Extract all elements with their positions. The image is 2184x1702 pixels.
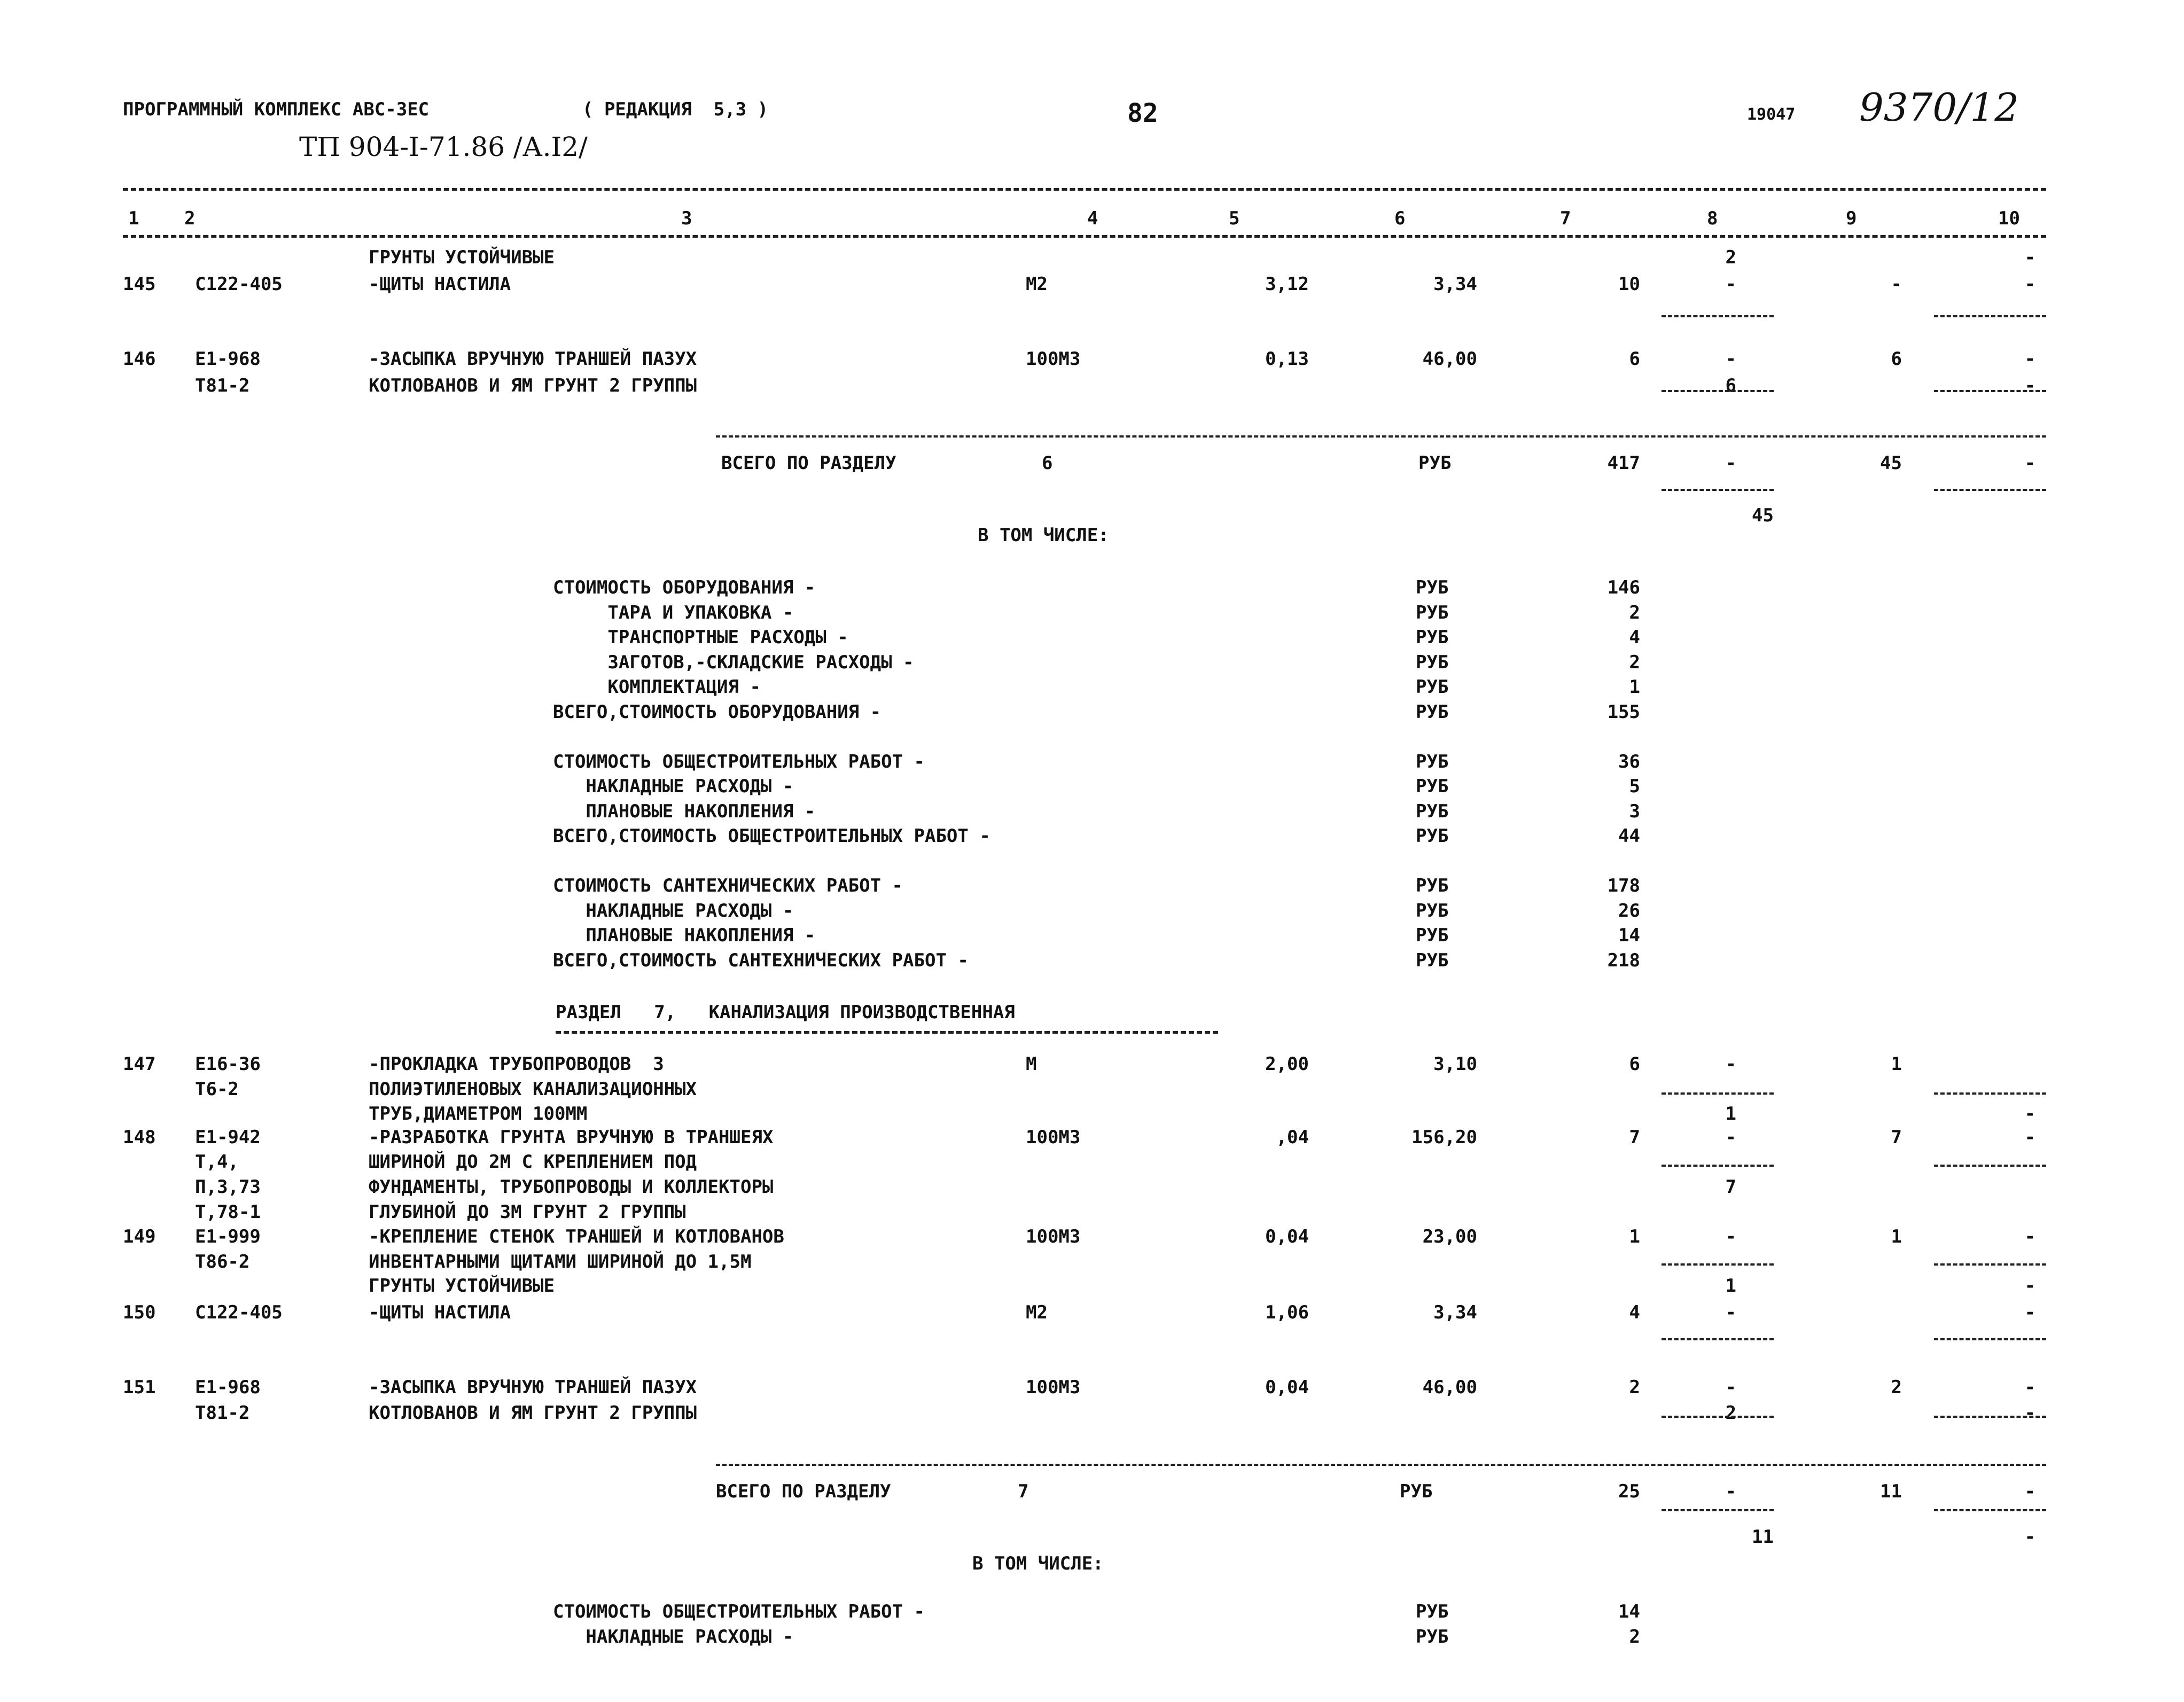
row-price: 156,20 [1411,1127,1477,1148]
row-col8: - [1725,1226,1736,1247]
summary-value: 26 [1618,900,1640,922]
row-price: 46,00 [1422,348,1477,370]
total-col9: 45 [1880,452,1902,474]
summary-label: ВСЕГО,СТОИМОСТЬ САНТЕХНИЧЕСКИХ РАБОТ - [553,949,969,971]
row-quantity: 2,00 [1265,1053,1309,1075]
summary-label: СТОИМОСТЬ САНТЕХНИЧЕСКИХ РАБОТ - [553,875,903,896]
row-price: 3,34 [1433,274,1477,295]
row-total: 2 [1629,1377,1640,1398]
row-code: Т,78-1 [195,1201,261,1223]
summary-unit: РУБ [1416,800,1449,822]
row-col9: 1 [1891,1226,1902,1247]
page-number: 82 [1127,98,1158,128]
row-unit: 100М3 [1026,1377,1081,1398]
edition: ( РЕДАКЦИЯ 5,3 ) [582,99,768,120]
row-quantity: 1,06 [1265,1302,1309,1323]
summary-value: 5 [1629,776,1640,797]
total-section-number: 7 [1018,1481,1029,1502]
row-price: 46,00 [1422,1377,1477,1398]
row-col10: - [2024,274,2035,295]
row-col8: - [1725,1053,1736,1075]
summary-unit: РУБ [1416,949,1449,971]
summary-unit: РУБ [1416,577,1449,598]
header-rule-bottom [123,235,2046,238]
row-quantity: ,04 [1276,1127,1309,1148]
header-rule-top [123,188,2046,191]
total-col9: 11 [1880,1481,1902,1502]
row-description: -РАЗРАБОТКА ГРУНТА ВРУЧНУЮ В ТРАНШЕЯХ [369,1127,774,1148]
total-unit: РУБ [1400,1481,1433,1502]
row-description: ФУНДАМЕНТЫ, ТРУБОПРОВОДЫ И КОЛЛЕКТОРЫ [369,1176,774,1198]
row-col10: - [2024,247,2035,268]
summary-unit: РУБ [1416,925,1449,946]
row-description: КОТЛОВАНОВ И ЯМ ГРУНТ 2 ГРУППЫ [369,375,697,396]
column-header-9: 9 [1846,208,1857,229]
row-number: 148 [123,1127,156,1148]
summary-label: СТОИМОСТЬ ОБЩЕСТРОИТЕЛЬНЫХ РАБОТ - [553,1601,925,1622]
summary-label: СТОИМОСТЬ ОБЩЕСТРОИТЕЛЬНЫХ РАБОТ - [553,751,925,772]
summary-unit: РУБ [1416,875,1449,896]
section-7-heading: РАЗДЕЛ 7, КАНАЛИЗАЦИЯ ПРОИЗВОДСТВЕННАЯ [556,1002,1015,1023]
row-unit: М2 [1026,274,1048,295]
col10-rule [1934,1338,2046,1340]
column-header-1: 1 [128,208,139,229]
total-value: 25 [1618,1481,1640,1502]
row-unit: М2 [1026,1302,1048,1323]
row-code: Т81-2 [195,375,250,396]
row-code: С122-405 [195,1302,283,1323]
program-title: ПРОГРАММНЫЙ КОМПЛЕКС АВС-ЗЕС [123,99,430,120]
row-col10: - [2024,1275,2035,1297]
summary-unit: РУБ [1416,776,1449,797]
col10-rule [1934,315,2046,317]
total-unit: РУБ [1418,452,1452,474]
row-quantity: 0,13 [1265,348,1309,370]
summary-value: 3 [1629,800,1640,822]
row-description: ШИРИНОЙ ДО 2М С КРЕПЛЕНИЕМ ПОД [369,1151,697,1173]
summary-value: 14 [1618,1601,1640,1622]
total-col10-lower: - [2024,1526,2035,1548]
column-header-5: 5 [1229,208,1240,229]
row-code: Т81-2 [195,1402,250,1424]
summary-value: 2 [1629,651,1640,673]
row-code: Е1-942 [195,1127,261,1148]
row-number: 145 [123,274,156,295]
row-total: 6 [1629,1053,1640,1075]
row-description: ГРУНТЫ УСТОЙЧИВЫЕ [369,1275,555,1297]
total-col8: - [1725,452,1736,474]
column-header-3: 3 [681,208,692,229]
row-col8: 7 [1725,1176,1736,1198]
col10-rule [1934,390,2046,392]
summary-label: НАКЛАДНЫЕ РАСХОДЫ - [553,1626,794,1648]
col10-rule [1934,1416,2046,1418]
row-col10: - [2024,1402,2035,1424]
row-description: ГЛУБИНОЙ ДО 3М ГРУНТ 2 ГРУППЫ [369,1201,686,1223]
row-unit: 100М3 [1026,1127,1081,1148]
row-col8: - [1725,1127,1736,1148]
handwritten-number: 9370/12 [1859,85,2019,130]
summary-unit: РУБ [1416,627,1449,648]
summary-unit: РУБ [1416,900,1449,922]
row-unit: 100М3 [1026,348,1081,370]
summary-value: 218 [1607,949,1640,971]
including-heading-2: В ТОМ ЧИСЛЕ: [972,1553,1104,1574]
row-description: ТРУБ,ДИАМЕТРОМ 100ММ [369,1103,588,1125]
row-code: Т6-2 [195,1079,239,1100]
row-code: Е1-968 [195,1377,261,1398]
including-heading-1: В ТОМ ЧИСЛЕ: [978,525,1109,546]
row-quantity: 0,04 [1265,1226,1309,1247]
summary-unit: РУБ [1416,751,1449,772]
row-col8: 6 [1725,375,1736,396]
summary-value: 2 [1629,1626,1640,1648]
column-header-7: 7 [1560,208,1571,229]
total-col10: - [2024,1481,2035,1502]
row-description: -ЗАСЫПКА ВРУЧНУЮ ТРАНШЕЙ ПАЗУХ [369,348,697,370]
row-total: 6 [1629,348,1640,370]
row-code: Е1-999 [195,1226,261,1247]
row-price: 3,10 [1433,1053,1477,1075]
row-col10: - [2024,348,2035,370]
summary-label: ПЛАНОВЫЕ НАКОПЛЕНИЯ - [553,800,816,822]
summary-unit: РУБ [1416,825,1449,847]
row-code: Т86-2 [195,1251,250,1272]
row-description: -ЩИТЫ НАСТИЛА [369,274,511,295]
row-col9: - [1891,274,1902,295]
total-label: ВСЕГО ПО РАЗДЕЛУ [716,1481,891,1502]
row-code: П,3,73 [195,1176,261,1198]
row-col10: - [2024,1103,2035,1125]
summary-label: ТАРА И УПАКОВКА - [553,602,794,623]
col10-rule [1934,1092,2046,1095]
summary-value: 178 [1607,875,1640,896]
summary-value: 4 [1629,627,1640,648]
summary-unit: РУБ [1416,676,1449,698]
column-header-10: 10 [1998,208,2020,229]
summary-label: ТРАНСПОРТНЫЕ РАСХОДЫ - [553,627,848,648]
row-col10: - [2024,1226,2035,1247]
row-description: -ЗАСЫПКА ВРУЧНУЮ ТРАНШЕЙ ПАЗУХ [369,1377,697,1398]
col8-rule [1662,1092,1774,1095]
summary-unit: РУБ [1416,602,1449,623]
summary-label: НАКЛАДНЫЕ РАСХОДЫ - [553,900,794,922]
row-col8: 1 [1725,1103,1736,1125]
row-col8: - [1725,1302,1736,1323]
row-total: 7 [1629,1127,1640,1148]
row-col9: 2 [1891,1377,1902,1398]
col10-rule [1934,489,2046,491]
col10-rule [1934,1263,2046,1266]
total-rule [716,1464,2046,1466]
summary-label: НАКЛАДНЫЕ РАСХОДЫ - [553,776,794,797]
total-label: ВСЕГО ПО РАЗДЕЛУ [721,452,896,474]
summary-value: 2 [1629,602,1640,623]
col8-rule [1662,1165,1774,1167]
column-header-8: 8 [1707,208,1718,229]
row-col8: 2 [1725,247,1736,268]
row-number: 151 [123,1377,156,1398]
row-col10: - [2024,375,2035,396]
row-col10: - [2024,1127,2035,1148]
summary-unit: РУБ [1416,701,1449,723]
row-col8: - [1725,274,1736,295]
row-code: С122-405 [195,274,283,295]
row-description: ГРУНТЫ УСТОЙЧИВЫЕ [369,247,555,268]
col8-rule [1662,1263,1774,1266]
row-price: 23,00 [1422,1226,1477,1247]
summary-value: 44 [1618,825,1640,847]
row-unit: 100М3 [1026,1226,1081,1247]
summary-value: 14 [1618,925,1640,946]
row-col9: 7 [1891,1127,1902,1148]
row-total: 10 [1618,274,1640,295]
summary-label: ЗАГОТОВ,-СКЛАДСКИЕ РАСХОДЫ - [553,651,914,673]
total-section-number: 6 [1042,452,1053,474]
column-header-4: 4 [1087,208,1098,229]
row-price: 3,34 [1433,1302,1477,1323]
row-description: КОТЛОВАНОВ И ЯМ ГРУНТ 2 ГРУППЫ [369,1402,697,1424]
total-col10: - [2024,452,2035,474]
col8-rule [1662,1509,1774,1511]
summary-label: ВСЕГО,СТОИМОСТЬ ОБЩЕСТРОИТЕЛЬНЫХ РАБОТ - [553,825,990,847]
col10-rule [1934,1509,2046,1511]
row-total: 1 [1629,1226,1640,1247]
row-col9: 1 [1891,1053,1902,1075]
row-description: -ПРОКЛАДКА ТРУБОПРОВОДОВ 3 [369,1053,664,1075]
total-value: 417 [1607,452,1640,474]
row-quantity: 0,04 [1265,1377,1309,1398]
row-code: Т,4, [195,1151,239,1173]
row-number: 147 [123,1053,156,1075]
col8-rule [1662,1416,1774,1418]
summary-value: 155 [1607,701,1640,723]
summary-label: КОМПЛЕКТАЦИЯ - [553,676,761,698]
total-col8: - [1725,1481,1736,1502]
row-code: Е1-968 [195,348,261,370]
total-col8-lower: 11 [1752,1526,1774,1548]
row-col8: - [1725,348,1736,370]
row-code: Е16-36 [195,1053,261,1075]
summary-value: 36 [1618,751,1640,772]
row-description: -ЩИТЫ НАСТИЛА [369,1302,511,1323]
row-unit: М [1026,1053,1037,1075]
total-col8-lower: 45 [1752,505,1774,526]
col8-rule [1662,390,1774,392]
row-number: 149 [123,1226,156,1247]
row-col8: - [1725,1377,1736,1398]
document-code: 19047 [1747,105,1796,124]
row-description: ИНВЕНТАРНЫМИ ЩИТАМИ ШИРИНОЙ ДО 1,5М [369,1251,752,1272]
column-header-6: 6 [1394,208,1406,229]
row-col8: 1 [1725,1275,1736,1297]
row-col10: - [2024,1302,2035,1323]
col10-rule [1934,1165,2046,1167]
column-header-2: 2 [184,208,196,229]
summary-value: 1 [1629,676,1640,698]
total-rule [716,435,2046,438]
row-description: ПОЛИЭТИЛЕНОВЫХ КАНАЛИЗАЦИОННЫХ [369,1079,697,1100]
summary-value: 146 [1607,577,1640,598]
row-number: 146 [123,348,156,370]
summary-label: ПЛАНОВЫЕ НАКОПЛЕНИЯ - [553,925,816,946]
summary-label: ВСЕГО,СТОИМОСТЬ ОБОРУДОВАНИЯ - [553,701,882,723]
col8-rule [1662,315,1774,317]
col8-rule [1662,1338,1774,1340]
summary-unit: РУБ [1416,1626,1449,1648]
row-col10: - [2024,1377,2035,1398]
project-code: ТП 904-I-71.86 /А.I2/ [299,131,588,162]
summary-unit: РУБ [1416,1601,1449,1622]
summary-label: СТОИМОСТЬ ОБОРУДОВАНИЯ - [553,577,816,598]
col8-rule [1662,489,1774,491]
row-number: 150 [123,1302,156,1323]
section-7-underline [556,1031,1218,1034]
row-total: 4 [1629,1302,1640,1323]
row-col9: 6 [1891,348,1902,370]
row-quantity: 3,12 [1265,274,1309,295]
row-description: -КРЕПЛЕНИЕ СТЕНОК ТРАНШЕЙ И КОТЛОВАНОВ [369,1226,784,1247]
summary-unit: РУБ [1416,651,1449,673]
row-col8: 2 [1725,1402,1736,1424]
